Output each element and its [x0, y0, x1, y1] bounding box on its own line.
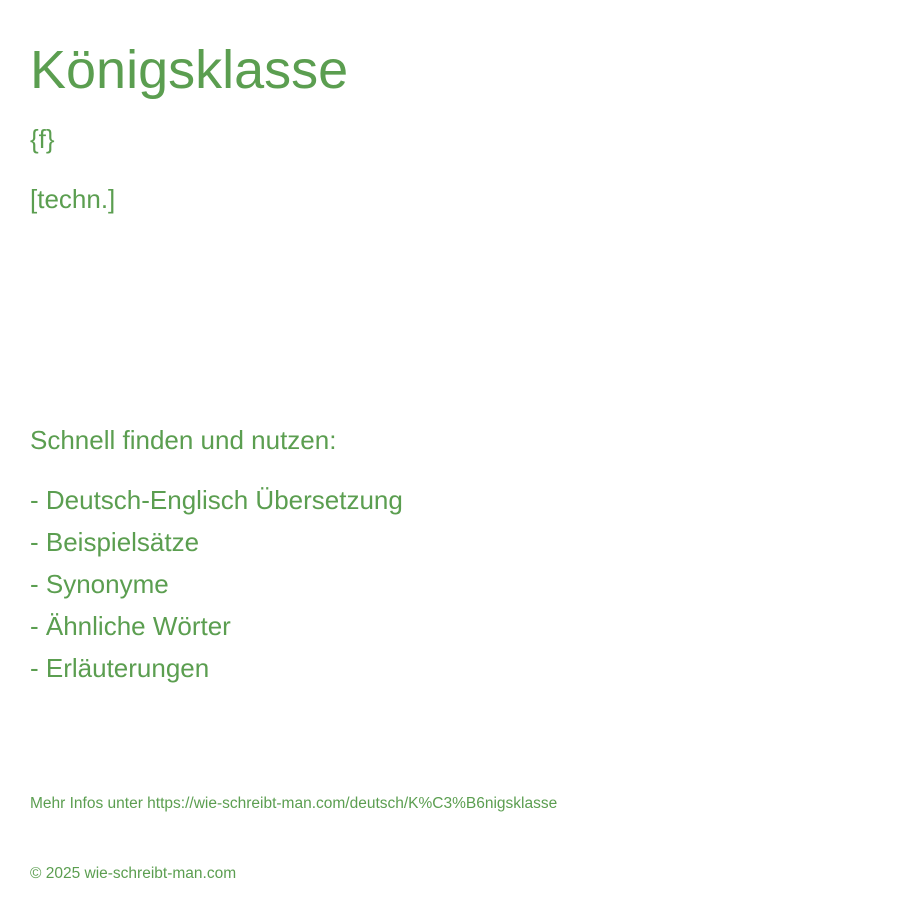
copyright-notice: © 2025 wie-schreibt-man.com — [30, 865, 237, 882]
feature-item-translation: - Deutsch-Englisch Übersetzung — [30, 485, 403, 515]
features-heading: Schnell finden und nutzen: — [30, 425, 337, 455]
feature-item-explanations: - Erläuterungen — [30, 653, 210, 683]
features-list — [30, 475, 403, 693]
feature-item-example-sentences: - Beispielsätze — [30, 527, 200, 557]
feature-item-similar-words: - Ähnliche Wörter — [30, 611, 231, 641]
page-title: Königsklasse — [30, 40, 349, 100]
more-info-link[interactable]: Mehr Infos unter https://wie-schreibt-man.com/deutsch/K%C3%B6nigsklasse — [30, 795, 558, 812]
subject-domain-label: [techn.] — [30, 184, 116, 214]
gender-label: {f} — [30, 124, 55, 154]
feature-item-synonyms: - Synonyme — [30, 569, 169, 599]
